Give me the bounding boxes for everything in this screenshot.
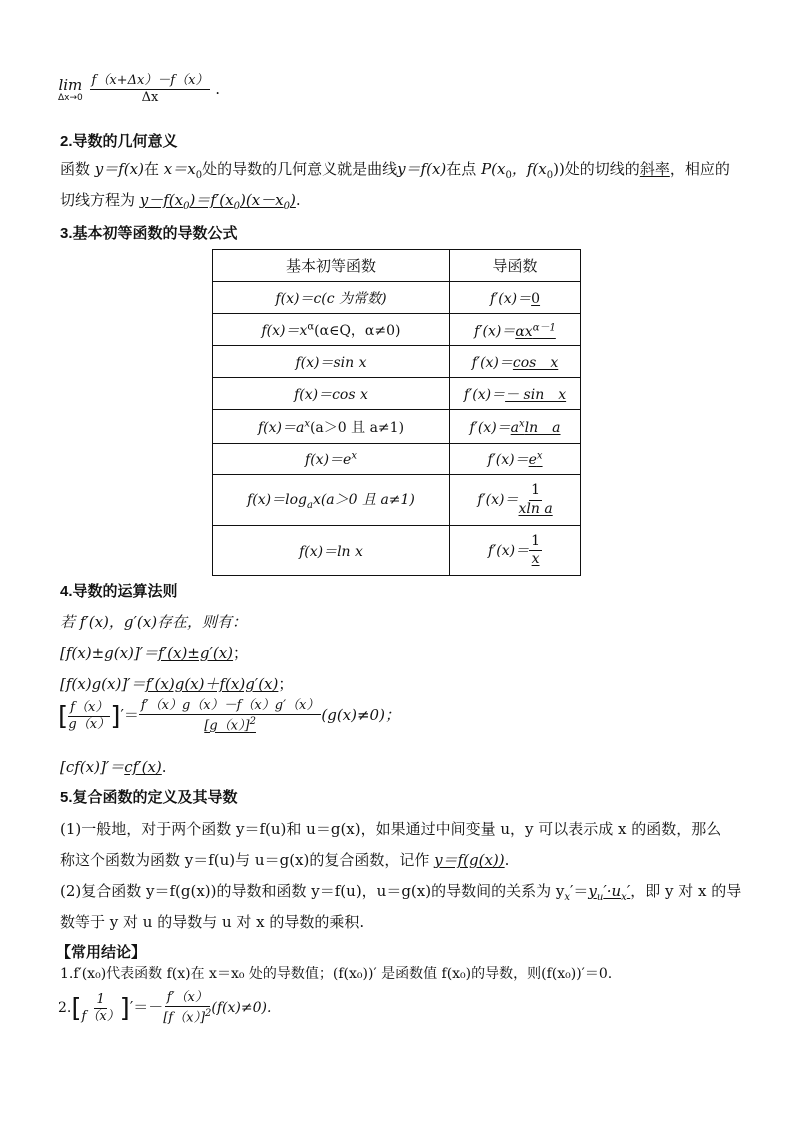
table-cell-function: $f(x)=\log_ax(a>0$ 且 a≠1): [213, 475, 450, 526]
limit-lim: lim Δx→0: [58, 76, 83, 103]
table-row: [213, 282, 581, 314]
table-row: [213, 475, 581, 526]
table-row: [213, 444, 581, 475]
conclusion-item-1: 1.f′(x₀)代表函数 f(x)在 x＝x₀ 处的导数值；(f(x₀))′ 是函数值 f(x₀)的导数，则(f(x₀))′＝0.: [60, 966, 613, 982]
table-row: [213, 378, 581, 410]
conclusion-item-2: 2.[ $\frac{1}{f(x)}$ ]′＝－ $\frac{f'(x)}{[f(x)]^2}$ (f(x)≠0).: [58, 990, 272, 1026]
rule-sum: [f(x)±g(x)]′＝f′(x)±g′(x)；: [60, 644, 249, 662]
table-row: [213, 314, 581, 346]
rule-product: [f(x)g(x)]′＝f′(x)g(x)＋f(x)g′(x)；: [60, 675, 294, 693]
section-title-4: 4.导数的运算法则: [60, 583, 178, 600]
table-cell-function: $f(x)=x^\alpha(\alpha\in Q$，α≠0): [213, 314, 450, 346]
rule-constant: [cf(x)]′＝cf′(x).: [60, 758, 167, 776]
limit-formula: lim Δx→0 $\frac{f(x+\Delta x)-f(x)}{\Delta x}$ .: [58, 73, 220, 106]
sec5-paragraph-line3: (2)复合函数 y＝f(g(x))的导数和函数 y＝f(u)，u＝g(x)的导数间的关系为 $y_x'=y_u'\cdot u_x'$，即 y 对 x 的导: [60, 882, 742, 903]
table-cell-function: f(x)＝ln x: [213, 526, 450, 576]
table-row: [213, 410, 581, 444]
table-header-row: [213, 250, 581, 282]
limit-fraction: $\frac{f(x+\Delta x)-f(x)}{\Delta x}$: [91, 73, 209, 106]
sec4-intro: 若 f′(x)，g′(x)存在，则有：: [60, 613, 248, 631]
section-title-5: 5.复合函数的定义及其导数: [60, 789, 238, 806]
table-cell-function: f(x)＝cos x: [213, 378, 450, 410]
table-cell-derivative: f′(x)＝－ sin x: [450, 378, 581, 410]
conclusion-title: 【常用结论】: [56, 944, 147, 961]
table-cell-derivative: f′(x)＝0: [450, 282, 581, 314]
sec5-paragraph-line4: 数等于 y 对 u 的导数与 u 对 x 的导数的乘积.: [60, 913, 365, 931]
table-cell-function: $f(x)=a^x(a>0$ 且 a≠1): [213, 410, 450, 444]
section-title-3: 3.基本初等函数的导数公式: [60, 225, 238, 242]
sec2-paragraph-line2: 切线方程为 $y-f(x_0)=f'(x_0)(x-x_0)$.: [60, 191, 301, 212]
table-row: [213, 346, 581, 378]
table-cell-derivative: $f'(x)=\alpha x^{\alpha-1}$: [450, 314, 581, 346]
table-cell-function: f(x)＝c(c 为常数): [213, 282, 450, 314]
table-header-cell: 导函数: [450, 250, 581, 282]
table-cell-derivative: f′(x)＝cos x: [450, 346, 581, 378]
sec2-paragraph-line1: 函数 y＝f(x)在 $x=x_0$处的导数的几何意义就是曲线y＝f(x)在点 $P(x_0$，$f(x_0)$)处的切线的斜率，相应的: [60, 160, 730, 181]
table-header-cell: 基本初等函数: [213, 250, 450, 282]
derivative-table: [212, 249, 581, 576]
sec5-paragraph-line2: 称这个函数为函数 y＝f(u)与 u＝g(x)的复合函数，记作 y＝f(g(x)).: [60, 851, 510, 869]
rule-quotient: [ $\frac{f(x)}{g(x)}$ ]′＝ $\frac{f'(x)g(x)-f(x)g'(x)}{[g(x)]^2}$ (g(x)≠0)；: [58, 698, 400, 734]
sec5-paragraph-line1: (1)一般地，对于两个函数 y＝f(u)和 u＝g(x)，如果通过中间变量 u，y 可以表示成 x 的函数，那么: [60, 820, 722, 838]
table-cell-derivative: f′(x)＝ $\frac{1}{x}$: [450, 526, 581, 576]
table-cell-derivative: f′(x)＝ $\frac{1}{\text{xln a}}$: [450, 475, 581, 526]
section-title-2: 2.导数的几何意义: [60, 133, 178, 150]
table-row: [213, 526, 581, 576]
table-cell-derivative: $f'(x)=e^x$: [450, 444, 581, 475]
table-cell-function: $f(x)=e^x$: [213, 444, 450, 475]
table-cell-function: f(x)＝sin x: [213, 346, 450, 378]
table-cell-derivative: $f'(x)=a^x\ln$ a: [450, 410, 581, 444]
